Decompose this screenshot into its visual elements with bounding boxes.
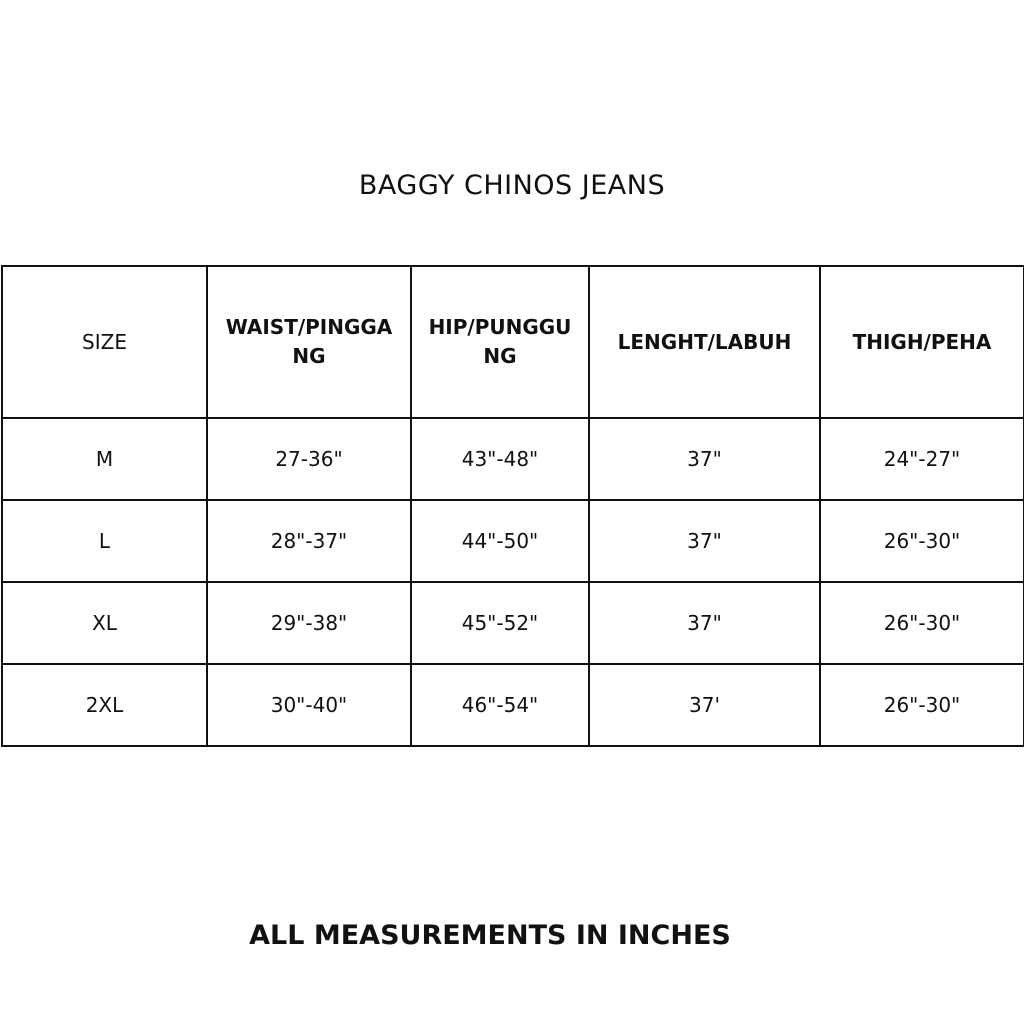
table-row	[2, 664, 1024, 746]
length-cell: 37"	[589, 418, 820, 500]
size-cell: L	[2, 500, 207, 582]
table-header-row	[2, 266, 1024, 418]
page-title: BAGGY CHINOS JEANS	[358, 170, 666, 201]
hip-cell: 46"-54"	[411, 664, 589, 746]
thigh-cell: 26"-30"	[820, 664, 1024, 746]
table-row	[2, 582, 1024, 664]
length-cell: 37"	[589, 582, 820, 664]
size-chart-table	[1, 265, 1024, 747]
column-header-thigh: THIGH/PEHA	[820, 266, 1024, 418]
waist-cell: 27-36"	[207, 418, 411, 500]
thigh-cell: 26"-30"	[820, 500, 1024, 582]
hip-cell: 43"-48"	[411, 418, 589, 500]
length-cell: 37"	[589, 500, 820, 582]
table-row	[2, 418, 1024, 500]
measurement-note: ALL MEASUREMENTS IN INCHES	[249, 920, 731, 951]
table-row	[2, 500, 1024, 582]
column-header-length: LENGHT/LABUH	[589, 266, 820, 418]
waist-cell: 28"-37"	[207, 500, 411, 582]
size-cell: XL	[2, 582, 207, 664]
waist-cell: 30"-40"	[207, 664, 411, 746]
size-cell: M	[2, 418, 207, 500]
length-cell: 37'	[589, 664, 820, 746]
waist-cell: 29"-38"	[207, 582, 411, 664]
column-header-size: SIZE	[2, 266, 207, 418]
column-header-waist: WAIST/PINGGANG	[207, 266, 411, 418]
column-header-hip: HIP/PUNGGUNG	[411, 266, 589, 418]
hip-cell: 44"-50"	[411, 500, 589, 582]
thigh-cell: 26"-30"	[820, 582, 1024, 664]
hip-cell: 45"-52"	[411, 582, 589, 664]
size-cell: 2XL	[2, 664, 207, 746]
thigh-cell: 24"-27"	[820, 418, 1024, 500]
